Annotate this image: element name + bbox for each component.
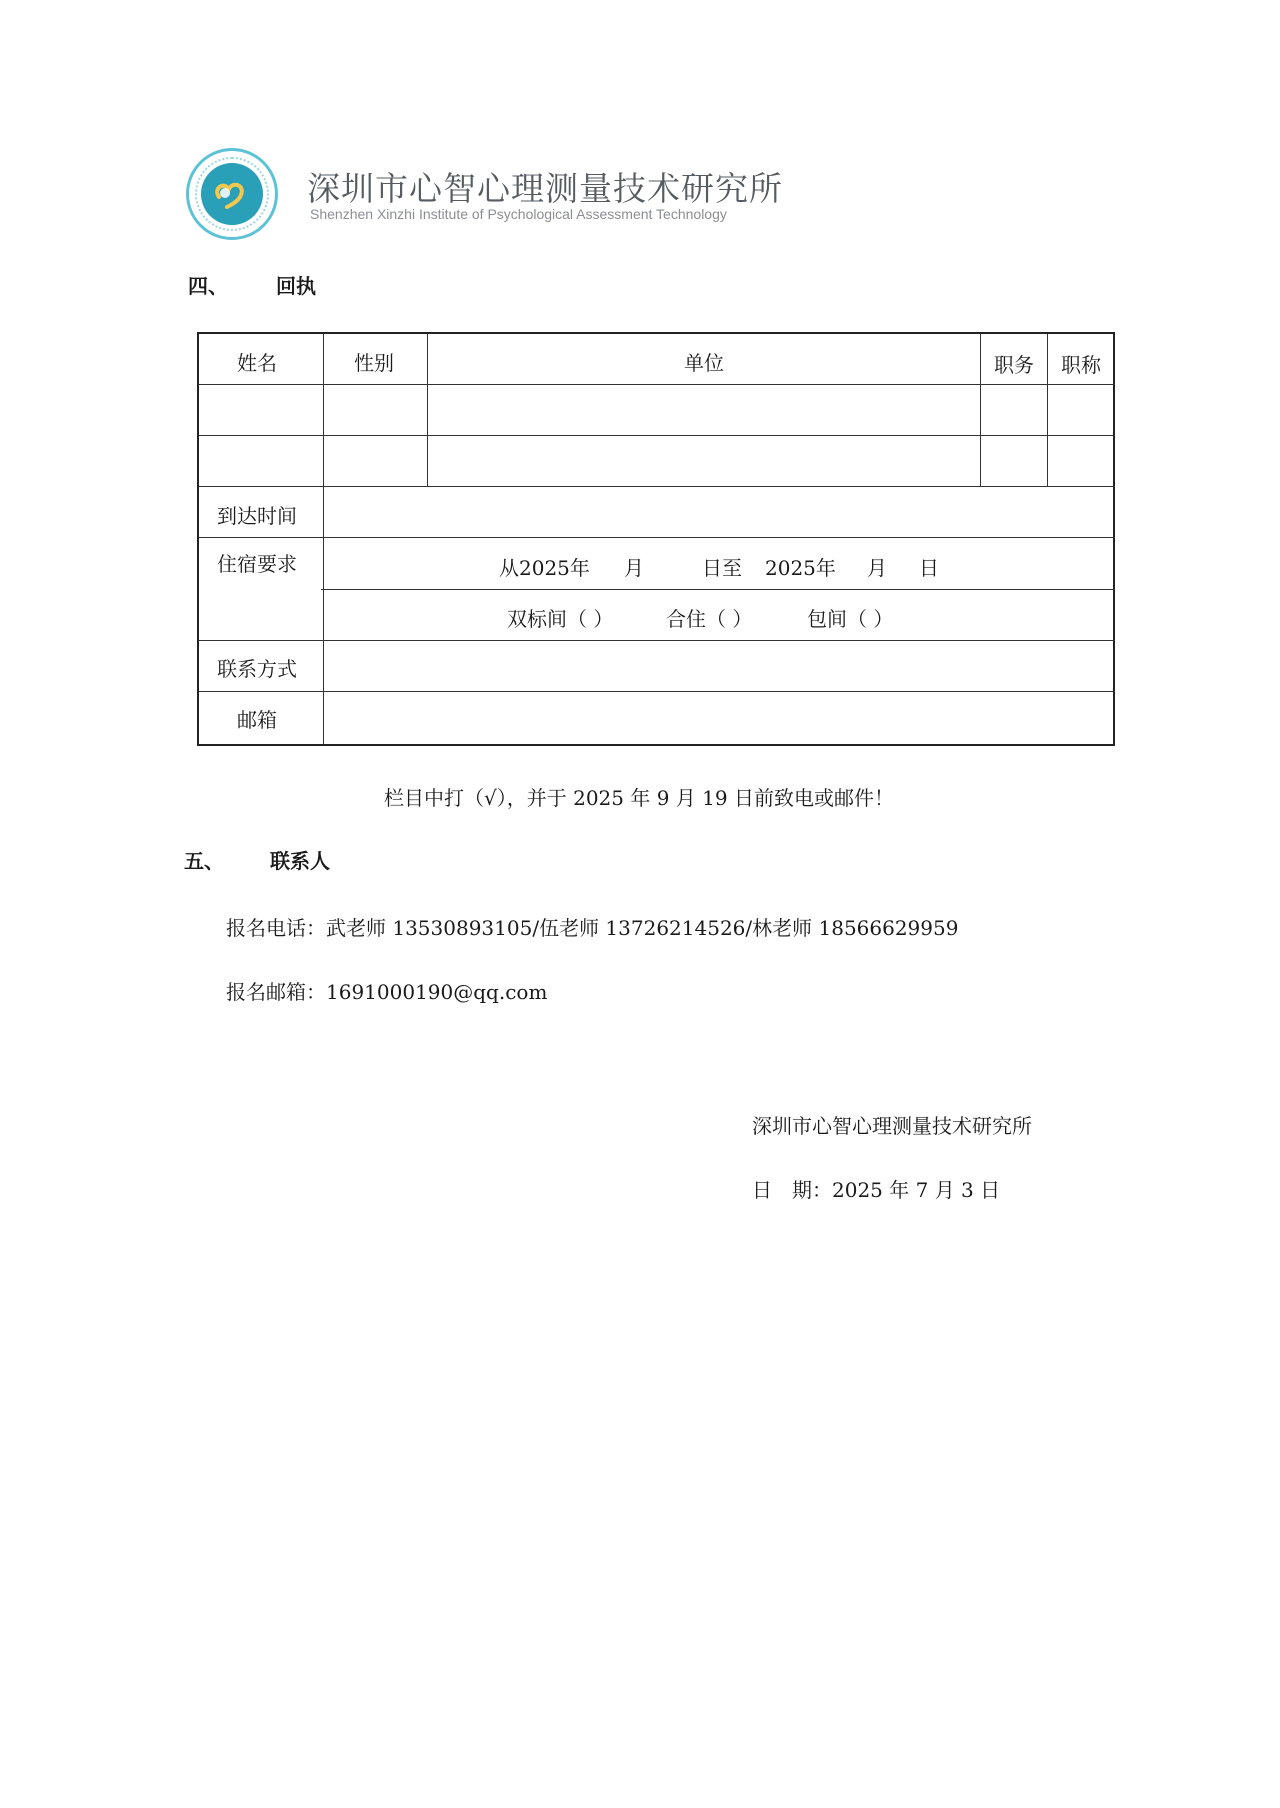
header-name: 姓名 (237, 351, 277, 375)
row-divider (199, 486, 1115, 487)
lodging-month1: 月 (624, 556, 644, 580)
row2-name-cell[interactable] (201, 437, 321, 485)
row-divider (321, 589, 1115, 590)
col-divider (323, 334, 324, 744)
col-divider (1047, 334, 1048, 486)
reply-form-table (197, 332, 1115, 746)
row2-gender-cell[interactable] (326, 437, 426, 485)
col-divider (980, 334, 981, 486)
section4-number: 四、 (188, 274, 228, 298)
lodging-label: 住宿要求 (217, 552, 297, 576)
room-share-option[interactable]: 合住（ ） (666, 607, 753, 631)
institute-logo-icon (186, 148, 278, 240)
col-divider (427, 334, 428, 486)
section5-number: 五、 (184, 849, 224, 873)
lodging-day-to: 日至 (702, 556, 742, 580)
header-gender: 性别 (354, 351, 394, 375)
email-field[interactable] (326, 693, 1112, 741)
row1-organization-cell[interactable] (430, 386, 978, 434)
header-title: 职称 (1061, 353, 1101, 377)
header-organization: 单位 (684, 351, 724, 375)
room-single-option[interactable]: 包间（ ） (807, 607, 894, 631)
row2-position-cell[interactable] (983, 437, 1045, 485)
row-divider (199, 537, 1115, 538)
reply-note: 栏目中打（√），并于 2025 年 9 月 19 日前致电或邮件！ (384, 786, 894, 810)
logo-center (201, 163, 263, 225)
arrival-field[interactable] (326, 488, 1112, 536)
org-name-cn: 深圳市心智心理测量技术研究所 (307, 169, 783, 208)
row1-name-cell[interactable] (201, 386, 321, 434)
lodging-year2: 2025年 (765, 556, 836, 580)
row1-position-cell[interactable] (983, 386, 1045, 434)
row-divider (199, 384, 1115, 385)
row-divider (199, 640, 1115, 641)
registration-phone: 报名电话：武老师 13530893105/伍老师 13726214526/林老师 18566629959 (226, 916, 959, 940)
registration-email: 报名邮箱：1691000190@qq.com (226, 980, 548, 1004)
contact-field[interactable] (326, 642, 1112, 690)
arrival-label: 到达时间 (217, 504, 297, 528)
logo-heart-icon (201, 163, 263, 225)
email-label: 邮箱 (237, 708, 277, 732)
lodging-day2: 日 (919, 556, 939, 580)
lodging-from: 从2025年 (499, 556, 590, 580)
row-divider (199, 435, 1115, 436)
row-divider (199, 691, 1115, 692)
lodging-month2: 月 (867, 556, 887, 580)
header-position: 职务 (994, 353, 1034, 377)
row2-title-cell[interactable] (1050, 437, 1112, 485)
row1-gender-cell[interactable] (326, 386, 426, 434)
row2-organization-cell[interactable] (430, 437, 978, 485)
section4-title: 回执 (276, 274, 316, 298)
signature-date: 日 期：2025 年 7 月 3 日 (752, 1178, 1001, 1202)
signature-org: 深圳市心智心理测量技术研究所 (752, 1114, 1032, 1138)
contact-label: 联系方式 (217, 657, 297, 681)
row1-title-cell[interactable] (1050, 386, 1112, 434)
section5-title: 联系人 (270, 849, 330, 873)
org-name-en: Shenzhen Xinzhi Institute of Psychological Assessment Technology (310, 206, 727, 222)
room-twin-option[interactable]: 双标间（ ） (507, 607, 614, 631)
